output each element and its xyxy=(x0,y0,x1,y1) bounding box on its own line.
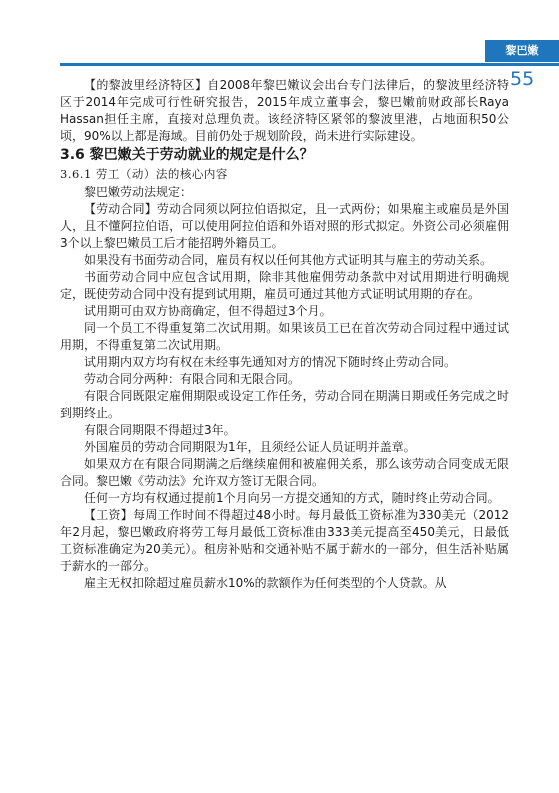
subsection-heading: 3.6.1 劳工（动）法的核心内容 xyxy=(60,167,228,181)
paragraph: 如果没有书面劳动合同，雇员有权以任何其他方式证明其与雇主的劳动关系。 xyxy=(84,253,493,267)
paragraph: 如果双方在有限合同期满之后继续雇佣和被雇佣关系，那么该劳动合同变成无限合同。黎巴嫩《劳动法》允许双方签订无限合同。 xyxy=(60,457,509,488)
section-heading: 3.6 黎巴嫩关于劳动就业的规定是什么？ xyxy=(60,147,314,163)
paragraph: 任何一方均有权通过提前1个月向另一方提交通知的方式，随时终止劳动合同。 xyxy=(84,491,500,505)
paragraph: 雇主无权扣除超过雇员薪水10%的款额作为任何类型的个人贷款。从 xyxy=(84,576,447,590)
paragraph: 有限合同既限定雇佣期限或设定工作任务，劳动合同在期满日期或任务完成之时到期终止。 xyxy=(60,389,509,420)
page-number: 55 xyxy=(510,68,535,90)
paragraph: 黎巴嫩劳动法规定： xyxy=(84,185,193,199)
page-content xyxy=(60,77,509,592)
paragraph: 试用期内双方均有权在未经事先通知对方的情况下随时终止劳动合同。 xyxy=(84,355,457,369)
section-tab: 黎巴嫩 xyxy=(485,40,559,62)
paragraph: 试用期可由双方协商确定，但不得超过3个月。 xyxy=(84,304,332,318)
paragraph: 【劳动合同】劳动合同须以阿拉伯语拟定，且一式两份；如果雇主或雇员是外国人，且不懂阿拉伯语，可以使用阿拉伯语和外语对照的形式拟定。外资公司必须雇佣3个以上黎巴嫩员工后才能招聘外籍员工。 xyxy=(60,202,509,250)
paragraph: 劳动合同分两种：有限合同和无限合同。 xyxy=(84,372,301,386)
paragraph: 【工资】每周工作时间不得超过48小时。每月最低工资标准为330美元（2012年2月起，黎巴嫩政府将劳工每月最低工资标准由333美元提高至450美元，日最低工资标准确定为20美元）。租房补贴和交通补贴不属于薪水的一部分，但生活补贴属于薪水的一部分。 xyxy=(60,508,509,573)
intro-paragraph: 【的黎波里经济特区】自2008年黎巴嫩议会出台专门法律后，的黎波里经济特区于2014年完成可行性研究报告，2015年成立董事会，黎巴嫩前财政部长Raya Hassan担任主席，直接对总理负责。该经济特区紧邻的黎波里港，占地面积50公顷，90%以上都是海域。目前仍处于规划阶段，尚未进行实际建设。 xyxy=(60,78,509,143)
paragraph: 同一个员工不得重复第二次试用期。如果该员工已在首次劳动合同过程中通过试用期，不得重复第二次试用期。 xyxy=(60,321,509,352)
header-rule xyxy=(60,63,559,66)
paragraph: 外国雇员的劳动合同期限为1年，且须经公证人员证明并盖章。 xyxy=(84,440,416,454)
paragraph: 有限合同期限不得超过3年。 xyxy=(84,423,236,437)
paragraph: 书面劳动合同中应包含试用期，除非其他雇佣劳动条款中对试用期进行明确规定，既使劳动合同中没有提到试用期，雇员可通过其他方式证明试用期的存在。 xyxy=(60,270,509,301)
